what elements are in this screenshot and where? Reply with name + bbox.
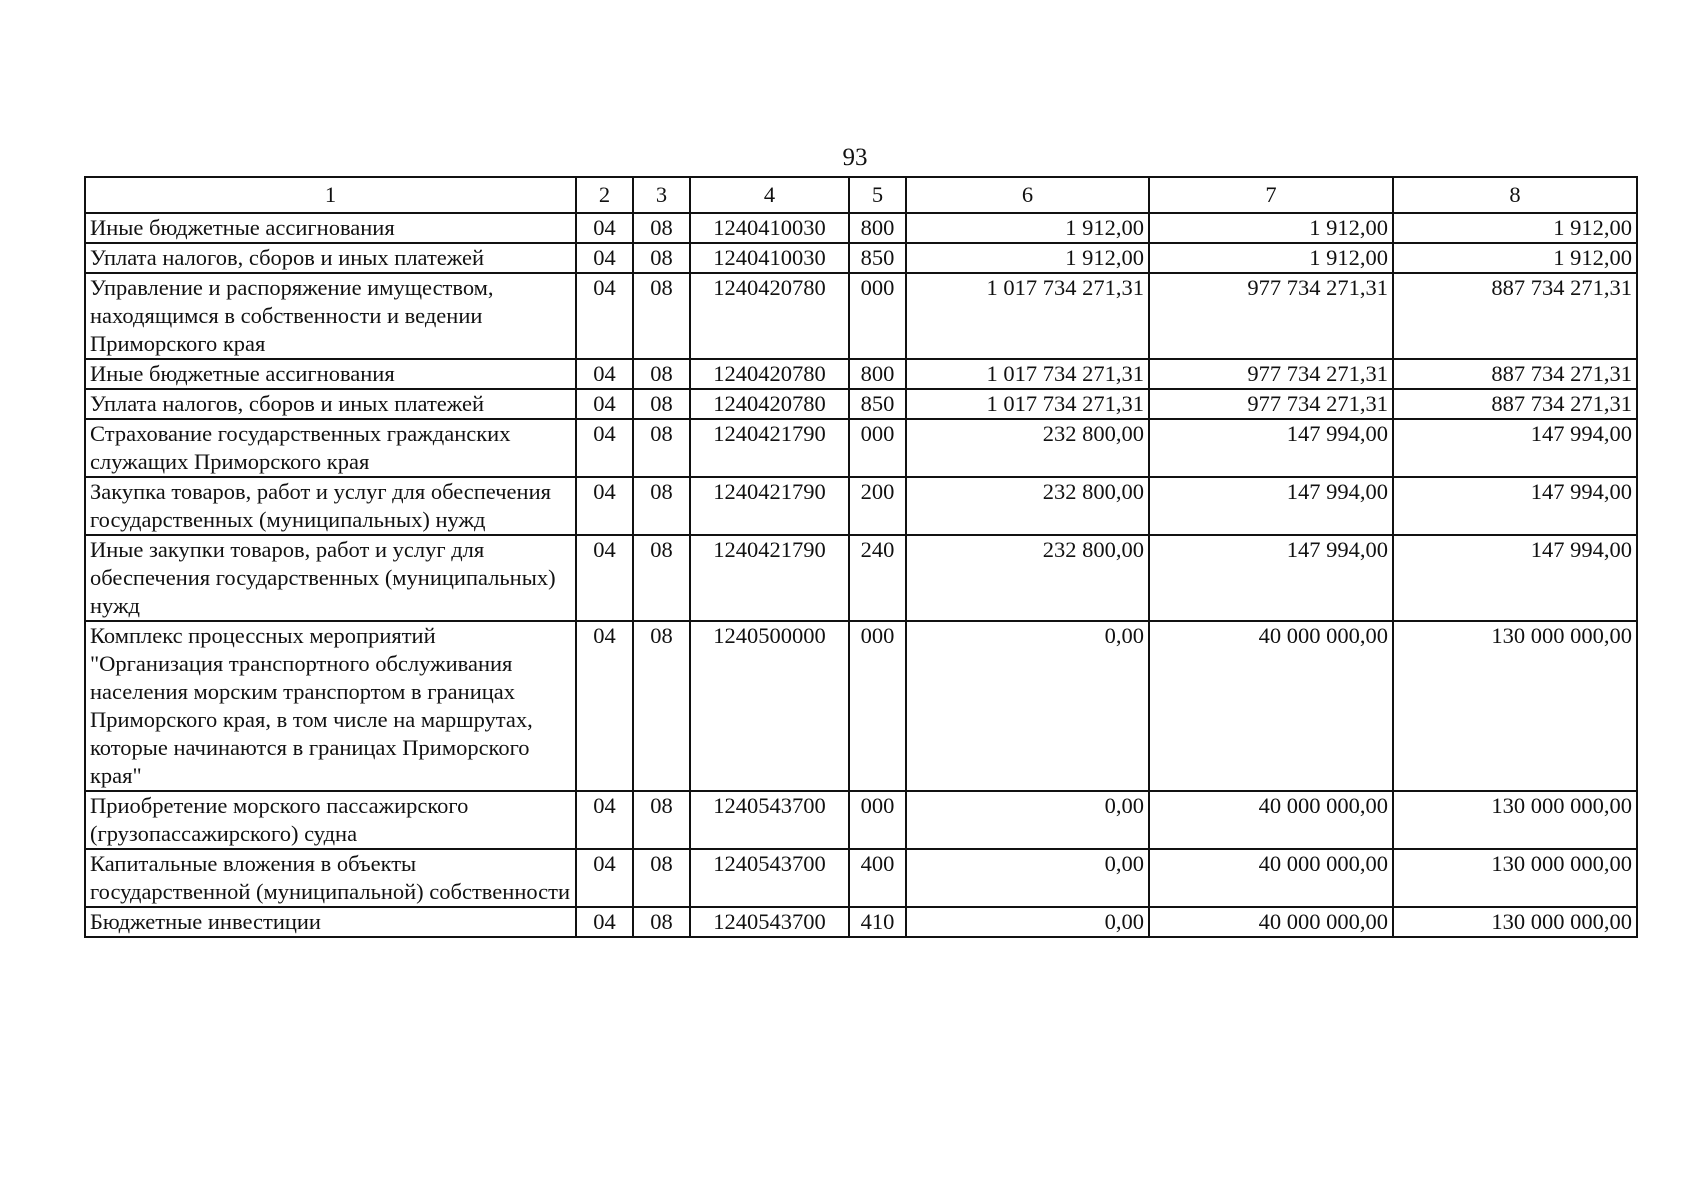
target-code: 1240410030 xyxy=(690,213,849,243)
expense-type-code: 410 xyxy=(849,907,906,937)
subsection-code: 08 xyxy=(633,419,690,477)
amount-col-6: 1 017 734 271,31 xyxy=(906,389,1149,419)
subsection-code: 08 xyxy=(633,621,690,791)
amount-col-7: 40 000 000,00 xyxy=(1149,791,1393,849)
amount-col-7: 147 994,00 xyxy=(1149,535,1393,621)
table-row xyxy=(85,213,1637,243)
amount-col-8: 130 000 000,00 xyxy=(1393,621,1637,791)
budget-table xyxy=(84,176,1638,938)
amount-col-8: 887 734 271,31 xyxy=(1393,359,1637,389)
section-code: 04 xyxy=(576,273,633,359)
target-code: 1240420780 xyxy=(690,389,849,419)
expense-type-code: 200 xyxy=(849,477,906,535)
amount-col-7: 147 994,00 xyxy=(1149,419,1393,477)
row-name: Капитальные вложения в объекты государственной (муниципальной) собственности xyxy=(85,849,576,907)
expense-type-code: 800 xyxy=(849,359,906,389)
header-row xyxy=(85,177,1637,213)
row-name: Иные бюджетные ассигнования xyxy=(85,213,576,243)
table-row xyxy=(85,273,1637,359)
amount-col-6: 232 800,00 xyxy=(906,477,1149,535)
amount-col-7: 40 000 000,00 xyxy=(1149,621,1393,791)
target-code: 1240420780 xyxy=(690,273,849,359)
amount-col-8: 130 000 000,00 xyxy=(1393,907,1637,937)
row-name: Закупка товаров, работ и услуг для обеспечения государственных (муниципальных) нужд xyxy=(85,477,576,535)
target-code: 1240543700 xyxy=(690,849,849,907)
table-row xyxy=(85,243,1637,273)
amount-col-8: 1 912,00 xyxy=(1393,213,1637,243)
table-row xyxy=(85,419,1637,477)
table-row xyxy=(85,849,1637,907)
subsection-code: 08 xyxy=(633,389,690,419)
section-code: 04 xyxy=(576,389,633,419)
section-code: 04 xyxy=(576,849,633,907)
subsection-code: 08 xyxy=(633,477,690,535)
section-code: 04 xyxy=(576,907,633,937)
expense-type-code: 850 xyxy=(849,243,906,273)
target-code: 1240421790 xyxy=(690,477,849,535)
section-code: 04 xyxy=(576,477,633,535)
subsection-code: 08 xyxy=(633,907,690,937)
amount-col-7: 40 000 000,00 xyxy=(1149,907,1393,937)
header-col-3: 3 xyxy=(633,177,690,213)
target-code: 1240421790 xyxy=(690,535,849,621)
expense-type-code: 800 xyxy=(849,213,906,243)
target-code: 1240543700 xyxy=(690,907,849,937)
header-col-1: 1 xyxy=(85,177,576,213)
amount-col-6: 0,00 xyxy=(906,849,1149,907)
section-code: 04 xyxy=(576,535,633,621)
expense-type-code: 000 xyxy=(849,419,906,477)
expense-type-code: 000 xyxy=(849,791,906,849)
target-code: 1240500000 xyxy=(690,621,849,791)
header-col-7: 7 xyxy=(1149,177,1393,213)
amount-col-7: 977 734 271,31 xyxy=(1149,359,1393,389)
expense-type-code: 000 xyxy=(849,273,906,359)
section-code: 04 xyxy=(576,419,633,477)
target-code: 1240420780 xyxy=(690,359,849,389)
amount-col-8: 130 000 000,00 xyxy=(1393,791,1637,849)
row-name: Приобретение морского пассажирского (грузопассажирского) судна xyxy=(85,791,576,849)
subsection-code: 08 xyxy=(633,243,690,273)
amount-col-8: 130 000 000,00 xyxy=(1393,849,1637,907)
amount-col-8: 1 912,00 xyxy=(1393,243,1637,273)
table-row xyxy=(85,477,1637,535)
row-name: Уплата налогов, сборов и иных платежей xyxy=(85,389,576,419)
table-row xyxy=(85,907,1637,937)
section-code: 04 xyxy=(576,243,633,273)
section-code: 04 xyxy=(576,359,633,389)
header-col-4: 4 xyxy=(690,177,849,213)
amount-col-6: 232 800,00 xyxy=(906,535,1149,621)
table-row xyxy=(85,389,1637,419)
expense-type-code: 400 xyxy=(849,849,906,907)
subsection-code: 08 xyxy=(633,849,690,907)
table-row xyxy=(85,791,1637,849)
table-row xyxy=(85,359,1637,389)
amount-col-8: 147 994,00 xyxy=(1393,535,1637,621)
page-number: 93 xyxy=(842,144,868,171)
table-row xyxy=(85,621,1637,791)
section-code: 04 xyxy=(576,621,633,791)
header-col-2: 2 xyxy=(576,177,633,213)
amount-col-7: 977 734 271,31 xyxy=(1149,273,1393,359)
amount-col-6: 0,00 xyxy=(906,621,1149,791)
amount-col-6: 1 017 734 271,31 xyxy=(906,359,1149,389)
amount-col-6: 0,00 xyxy=(906,791,1149,849)
header-col-8: 8 xyxy=(1393,177,1637,213)
amount-col-8: 147 994,00 xyxy=(1393,477,1637,535)
subsection-code: 08 xyxy=(633,359,690,389)
amount-col-6: 1 912,00 xyxy=(906,213,1149,243)
amount-col-8: 147 994,00 xyxy=(1393,419,1637,477)
header-col-6: 6 xyxy=(906,177,1149,213)
amount-col-7: 147 994,00 xyxy=(1149,477,1393,535)
header-col-5: 5 xyxy=(849,177,906,213)
amount-col-8: 887 734 271,31 xyxy=(1393,273,1637,359)
subsection-code: 08 xyxy=(633,213,690,243)
target-code: 1240421790 xyxy=(690,419,849,477)
row-name: Управление и распоряжение имуществом, находящимся в собственности и ведении Приморского края xyxy=(85,273,576,359)
amount-col-6: 1 017 734 271,31 xyxy=(906,273,1149,359)
row-name: Комплекс процессных мероприятий "Организация транспортного обслуживания населения морским транспортом в границах Приморского края, в том числе на маршрутах, которые начинаются в границах Приморского края" xyxy=(85,621,576,791)
row-name: Иные бюджетные ассигнования xyxy=(85,359,576,389)
row-name: Уплата налогов, сборов и иных платежей xyxy=(85,243,576,273)
expense-type-code: 850 xyxy=(849,389,906,419)
amount-col-7: 1 912,00 xyxy=(1149,213,1393,243)
table-row xyxy=(85,535,1637,621)
row-name: Иные закупки товаров, работ и услуг для обеспечения государственных (муниципальных) нужд xyxy=(85,535,576,621)
section-code: 04 xyxy=(576,213,633,243)
amount-col-6: 232 800,00 xyxy=(906,419,1149,477)
target-code: 1240543700 xyxy=(690,791,849,849)
target-code: 1240410030 xyxy=(690,243,849,273)
amount-col-7: 977 734 271,31 xyxy=(1149,389,1393,419)
amount-col-7: 1 912,00 xyxy=(1149,243,1393,273)
subsection-code: 08 xyxy=(633,273,690,359)
row-name: Бюджетные инвестиции xyxy=(85,907,576,937)
row-name: Страхование государственных гражданских служащих Приморского края xyxy=(85,419,576,477)
amount-col-6: 1 912,00 xyxy=(906,243,1149,273)
amount-col-8: 887 734 271,31 xyxy=(1393,389,1637,419)
subsection-code: 08 xyxy=(633,791,690,849)
expense-type-code: 000 xyxy=(849,621,906,791)
amount-col-7: 40 000 000,00 xyxy=(1149,849,1393,907)
subsection-code: 08 xyxy=(633,535,690,621)
expense-type-code: 240 xyxy=(849,535,906,621)
amount-col-6: 0,00 xyxy=(906,907,1149,937)
section-code: 04 xyxy=(576,791,633,849)
